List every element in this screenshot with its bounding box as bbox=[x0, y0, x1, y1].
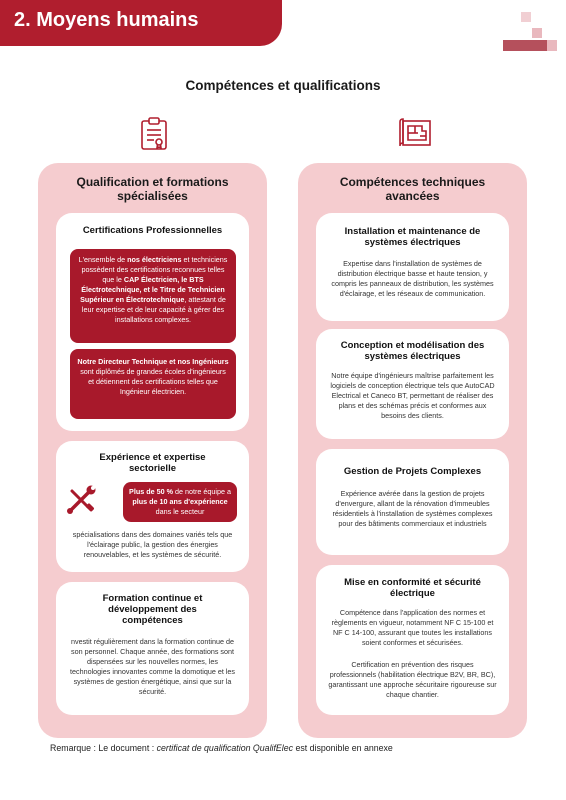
column-title: Qualification et formations spécialisées bbox=[76, 175, 229, 203]
card-title: Installation et maintenance de systèmes électriques bbox=[344, 226, 481, 248]
certificate-clipboard-icon bbox=[140, 117, 168, 151]
certification-text: Certification en prévention des risques professionnels (habilitation électrique B2V, BR, BC), garantissant une approche sécuritaire rigoureuse sur chaque chantier. bbox=[328, 660, 497, 699]
card-title: Mise en conformité et sécurité électrique bbox=[344, 577, 481, 599]
certification-highlight-box: L'ensemble de nos électriciens et techniciens possèdent des certifications reconnues telles que le CAP Électricien, le BTS Électrotechnique, et le Titre de Technicien Supérieur en Électrotechnique, attestant de leur expertise et de leur capacité à gérer des installations complexes. bbox=[70, 249, 236, 343]
header-band bbox=[0, 0, 282, 46]
conception-text: Notre équipe d'ingénieurs maîtrise parfaitement les logiciels de conception électrique tels que AutoCAD Electrical et Caneco BT, permettant de réaliser des plans et des schémas précis et conformes aux besoins des clients. bbox=[330, 371, 495, 420]
skills-column bbox=[298, 163, 527, 738]
conception-card bbox=[316, 329, 509, 439]
wrench-screwdriver-icon bbox=[64, 483, 98, 517]
training-text: nvestit régulièrement dans la formation continue de son personnel. Chaque année, des formations sont dispensées sur les nouvelles normes, les technologies innovantes comme la domotique et les systèmes de gestion énergétique, ainsi que sur la sécurité. bbox=[69, 637, 235, 696]
projects-text: Expérience avérée dans la gestion de projets d'envergure, allant de la rénovation d'immeubles résidentiels à l'installation de systèmes complexes pour des bâtiments commerciaux et industriels bbox=[332, 489, 493, 528]
decorative-square bbox=[532, 28, 542, 38]
card-title: Conception et modélisation des systèmes électriques bbox=[340, 340, 485, 362]
experience-text: spécialisations dans des domaines variés tels que l'éclairage public, la gestion des énergies renouvelables, et les systèmes de sécurité. bbox=[72, 530, 233, 559]
directors-highlight-box: Notre Directeur Technique et nos Ingénieurs sont diplômés de grandes écoles d'ingénieurs et détiennent des certifications telles que Ingénieur électricien. bbox=[70, 349, 236, 419]
installation-card bbox=[316, 213, 509, 321]
training-card bbox=[56, 582, 249, 715]
decorative-square bbox=[521, 12, 531, 22]
compliance-card bbox=[316, 565, 509, 715]
compliance-text: Compétence dans l'application des normes et règlements en vigueur, notamment NF C 15-100 et NF C 14-100, assurant que toutes les installations soient conformes et sécurisées. bbox=[331, 608, 494, 647]
annex-note: Remarque : Le document : certificat de qualification QualifElec est disponible en annexe bbox=[50, 743, 393, 753]
card-title: Formation continue et développement des compétences bbox=[102, 593, 203, 626]
installation-text: Expertise dans l'installation de systèmes de distribution électrique basse et haute tension, y compris les panneaux de distribution, les systèmes d'éclairage, et les réseaux de communication. bbox=[331, 259, 494, 298]
decorative-bar bbox=[503, 40, 547, 51]
card-title: Expérience et expertise sectorielle bbox=[99, 452, 206, 474]
projects-card bbox=[316, 449, 509, 555]
qualification-column bbox=[38, 163, 267, 738]
experience-highlight-box: Plus de 50 % de notre équipe a plus de 10 ans d'expérience dans le secteur bbox=[123, 482, 237, 522]
page-title: Compétences et qualifications bbox=[185, 78, 381, 93]
certifications-card bbox=[56, 213, 249, 431]
card-title: Gestion de Projets Complexes bbox=[343, 466, 482, 477]
card-title: Certifications Professionnelles bbox=[82, 225, 223, 236]
decorative-square bbox=[547, 40, 557, 51]
experience-card bbox=[56, 441, 249, 572]
blueprint-plan-icon bbox=[398, 117, 432, 147]
column-title: Compétences techniques avancées bbox=[339, 175, 486, 203]
section-title: 2. Moyens humains bbox=[14, 9, 199, 31]
